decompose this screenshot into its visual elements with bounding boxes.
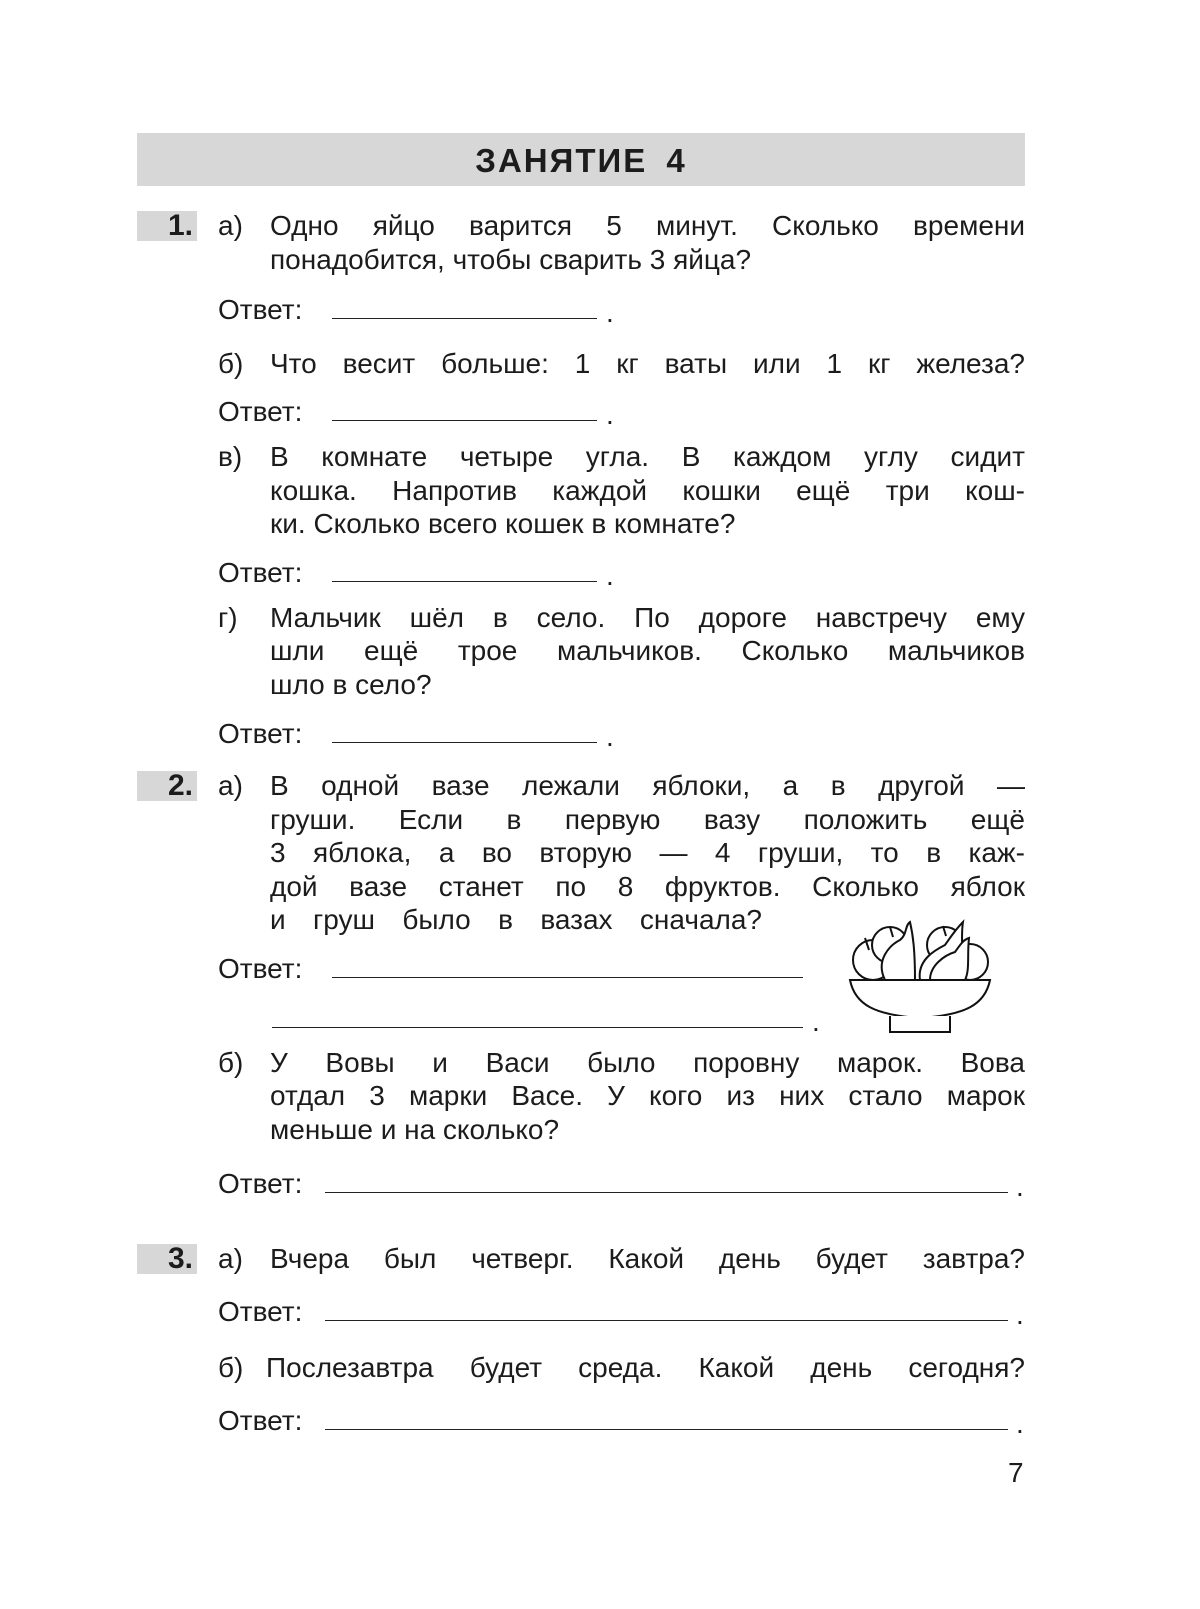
answer-period: . [606,399,614,430]
question-line: Послезавтра будет среда. Какой день сегодня? [266,1352,1025,1383]
question-line: У Вовы и Васи было поровну марок. Вова [270,1047,1025,1078]
task-number-badge [137,211,197,241]
part-label: б) [218,348,244,379]
question-line: отдал 3 марки Васе. У кого из них стало марок [270,1080,1025,1111]
lesson-header [137,133,1025,186]
answer-period: . [1016,1171,1024,1202]
answer-line[interactable] [332,742,597,743]
lesson-title: ЗАНЯТИЕ 4 [475,142,687,179]
question-line: Что весит больше: 1 кг ваты или 1 кг железа? [270,348,1025,379]
question-line: понадобится, чтобы сварить 3 яйца? [270,244,752,275]
answer-line[interactable] [332,318,597,319]
question-line: 3 яблока, а во вторую — 4 груши, то в каж- [270,837,1025,868]
answer-period: . [1016,1299,1024,1330]
answer-line[interactable] [332,420,597,421]
part-label: г) [218,602,238,633]
question-line: шли ещё трое мальчиков. Сколько мальчиков [270,635,1025,666]
question-line: Вчера был четверг. Какой день будет завтра? [270,1243,1025,1274]
part-label: в) [218,441,243,472]
answer-line[interactable] [325,1192,1008,1193]
page-number: 7 [1008,1457,1024,1488]
question-line: Одно яйцо варится 5 минут. Сколько времени [270,210,1025,241]
task-number: 2. [167,769,193,802]
answer-period: . [1016,1408,1024,1439]
task-number: 1. [167,209,193,242]
question-line: груши. Если в первую вазу положить ещё [270,804,1025,835]
question-line: кошка. Напротив каждой кошки ещё три кош- [270,475,1025,506]
answer-line[interactable] [272,1027,803,1028]
question-line: В комнате четыре угла. В каждом углу сидит [270,441,1025,472]
question-line: ки. Сколько всего кошек в комнате? [270,508,736,539]
answer-period: . [606,297,614,328]
answer-label: Ответ: [218,718,303,749]
part-label: а) [218,1243,243,1274]
answer-line[interactable] [332,977,803,978]
question-line: меньше и на сколько? [270,1114,560,1145]
part-label: а) [218,770,243,801]
answer-period: . [606,721,614,752]
answer-label: Ответ: [218,1296,303,1327]
answer-line[interactable] [325,1429,1008,1430]
task-number: 3. [167,1242,193,1275]
question-line: и груш было в вазах сначала? [270,904,762,935]
answer-label: Ответ: [218,1405,303,1436]
answer-line[interactable] [332,581,597,582]
answer-label: Ответ: [218,294,303,325]
question-line: В одной вазе лежали яблоки, а в другой — [270,770,1025,801]
task-number-badge [137,771,197,801]
part-label: а) [218,210,243,241]
answer-label: Ответ: [218,396,303,427]
answer-label: Ответ: [218,953,303,984]
answer-line[interactable] [325,1320,1008,1321]
part-label: б) [218,1047,244,1078]
answer-period: . [812,1006,820,1037]
question-line: шло в село? [270,669,432,700]
question-line: Мальчик шёл в село. По дороге навстречу ему [270,602,1025,633]
question-line: дой вазе станет по 8 фруктов. Сколько яблок [270,871,1025,902]
answer-label: Ответ: [218,1168,303,1199]
fruit-bowl-illustration [845,910,995,1035]
part-label: б) [218,1352,244,1383]
answer-period: . [606,560,614,591]
task-number-badge [137,1244,197,1274]
answer-label: Ответ: [218,557,303,588]
